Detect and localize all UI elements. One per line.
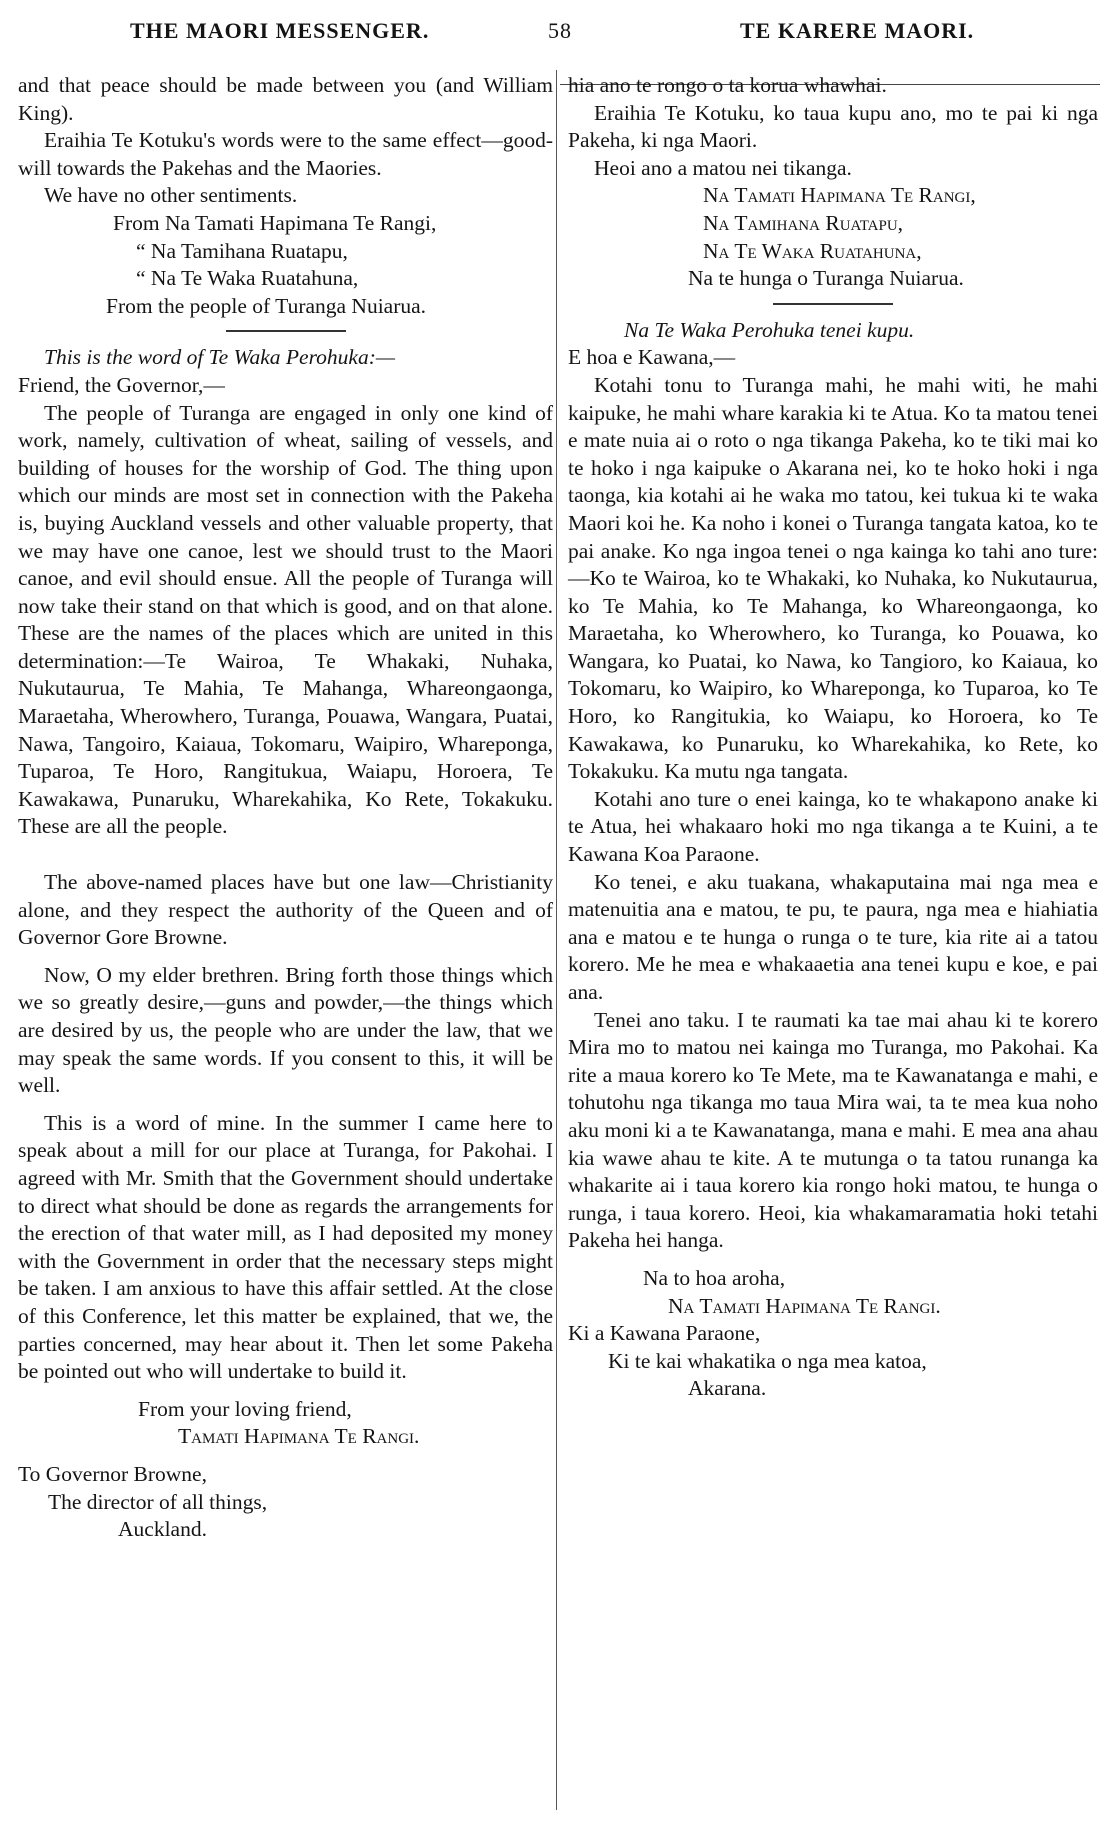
salutation: Friend, the Governor,— bbox=[18, 372, 225, 397]
address-line: The director of all things, bbox=[48, 1489, 268, 1514]
signature-line: “ Na Te Waka Ruatahuna, bbox=[136, 266, 359, 291]
address-line: To Governor Browne, bbox=[18, 1461, 207, 1486]
paragraph: Now, O my elder brethren. Bring forth those things which we so greatly desire,—guns and powder,—the things which are desired by us, the people who are under the law, that we may speak the same words. If you consent to this, it will be well. bbox=[18, 962, 553, 1098]
signature-line: From the people of Turanga Nuiarua. bbox=[106, 293, 427, 318]
english-column bbox=[18, 72, 553, 1544]
paragraph: Eraihia Te Kotuku's words were to the same effect—good-will towards the Pakehas and the Maories. bbox=[18, 128, 553, 180]
paragraph: and that peace should be made between you (and William King). bbox=[18, 73, 553, 125]
address-line: Ki a Kawana Paraone, bbox=[568, 1321, 761, 1346]
paragraph: Kotahi tonu to Turanga mahi, he mahi witi, he mahi kaipuke, he mahi whare karakia ki te Atua. Ko ta matou tenei e mate nuia ai o roto o nga tikanga Pakeha, ko te tiki mai ko te hoko i nga kaipuke o Akarana nei, ko te hoko hoki i nga taonga, kia kotahi ai he waka mo tatou, kei tukua ki te waka Maori koi he. Ka noho i konei o Turanga tangata katoa, ko te pai anake. Ko nga ingoa tenei o nga kainga ko tahi ano ture:—Ko te Wairoa, ko te Whakaki, ko Nuhaka, ko Nukutaurua, ko Te Mahia, ko Te Mahanga, ko Whareongaonga, ko Maraetaha, ko Wherowhero, ko Turanga, ko Pouawa, ko Wangara, ko Puatai, ko Nawa, ko Tangioro, ko Kaiaua, ko Tokomaru, ko Waipiro, ko Whareponga, ko Tuparoa, ko Te Horo, ko Rangitukia, ko Waiapu, ko Horoera, ko Te Kawakawa, ko Punaruku, ko Wharekahika, ko Rete, ko Tokakuku. Ka mutu nga tangata. bbox=[568, 372, 1098, 784]
signature-line: Na te hunga o Turanga Nuiarua. bbox=[688, 266, 964, 291]
signature-line: Na Tamihana Ruatapu, bbox=[703, 210, 904, 235]
address-line: Auckland. bbox=[118, 1517, 207, 1542]
signature-line: Na Tamati Hapimana Te Rangi, bbox=[703, 183, 976, 208]
paragraph: The people of Turanga are engaged in only one kind of work, namely, cultivation of wheat, sailing of vessels, and building of houses for the worship of God. The thing upon which our minds are most set in connection with the Pakeha is, buying Auckland vessels and other valuable property, that we may have one canoe, lest we should trust to the Maori canoe, and evil should ensue. All the people of Turanga will now take their stand on that which is good, and on that alone. These are the names of the places which are united in this determination:—Te Wairoa, Te Whakaki, Nuhaka, Nukutaurua, Te Mahia, Te Mahanga, Whareongaonga, Maraetaha, Wherowhero, Turanga, Pouawa, Wangara, Puatai, Nawa, Tangoiro, Kaiaua, Tokomaru, Waipiro, Whareponga, Tuparoa, Te Horo, Rangitukua, Waiapu, Horoera, Te Kawakawa, Punaruku, Wharekahika, Ko Rete, Tokakuku. These are all the people. bbox=[18, 400, 553, 839]
column-divider bbox=[556, 70, 557, 1810]
signature-block bbox=[568, 182, 1098, 292]
signature-line: From Na Tamati Hapimana Te Rangi, bbox=[113, 210, 437, 235]
signature-line: Na Te Waka Ruatahuna, bbox=[703, 238, 922, 263]
right-masthead-title: TE KARERE MAORI. bbox=[740, 18, 975, 43]
page-header bbox=[0, 0, 1114, 52]
paragraph: Kotahi ano ture o enei kainga, ko te whakapono anake ki te Atua, hei whakaaro hoki mo nga tikanga a te Kuini, a te Kawana Koa Paraone. bbox=[568, 786, 1098, 867]
page-number: 58 bbox=[548, 18, 572, 43]
spacer bbox=[568, 1255, 1098, 1265]
paragraph: Eraihia Te Kotuku, ko taua kupu ano, mo te pai ki nga Pakeha, ki nga Maori. bbox=[568, 100, 1098, 153]
left-masthead-title: THE MAORI MESSENGER. bbox=[130, 18, 430, 43]
section-heading: This is the word of Te Waka Perohuka:— bbox=[44, 345, 395, 370]
section-rule bbox=[773, 303, 893, 305]
signer-name: Na Tamati Hapimana Te Rangi. bbox=[668, 1293, 941, 1318]
paragraph: hia ano te rongo o ta korua whawhai. bbox=[568, 73, 887, 97]
spacer bbox=[18, 841, 553, 869]
closing-line: Na to hoa aroha, bbox=[643, 1265, 786, 1290]
paragraph: This is a word of mine. In the summer I came here to speak about a mill for our place at Turanga, for Pakohai. I agreed with Mr. Smith that the Government should undertake to direct what should be done as regards the arrangements for the erection of that water mill, as I had deposited my money with the Government in order that the necessary steps might be taken. I am anxious to have this affair settled. At the close of this Conference, let this matter be explained, that we, the parties concerned, may hear about it. Then let some Pakeha be pointed out who will undertake to build it. bbox=[18, 1110, 553, 1384]
paragraph: The above-named places have but one law—Christianity alone, and they respect the authority of the Queen and of Governor Gore Browne. bbox=[18, 870, 553, 950]
section-rule bbox=[226, 330, 346, 332]
spacer bbox=[18, 1100, 553, 1110]
salutation: E hoa e Kawana,— bbox=[568, 345, 736, 370]
paragraph: Heoi ano a matou nei tikanga. bbox=[594, 155, 852, 180]
address-line: Ki te kai whakatika o nga mea katoa, bbox=[608, 1348, 927, 1373]
paragraph: Ko tenei, e aku tuakana, whakaputaina mai nga mea e matenuitia ana e matou, te pu, te paura, nga mea e hiahiatia ana e matou e te hunga o runga o te ture, kia rite ai a tatou korero. Me he mea e whakaaetia ana tenei kupu e koe, e pai ana. bbox=[568, 869, 1098, 1004]
signature-line: “ Na Tamihana Ruatapu, bbox=[136, 238, 348, 263]
spacer bbox=[18, 952, 553, 962]
signature-block bbox=[18, 210, 553, 320]
closing-line: From your loving friend, bbox=[138, 1396, 352, 1421]
maori-column bbox=[568, 72, 1098, 1403]
paragraph: Tenei ano taku. I te raumati ka tae mai ahau ki te korero Mira mo to matou nei kainga mo Turanga, mo Pakohai. Ka rite a maua korero ko Te Mete, ma te Kawanatanga e mahi, e tohutohu nga tikanga mo taua Mira wai, ta te mea kua noho aku moni ki a te Kawanatanga, mana e mahi. E mea ana ahau kia wawe ahau te kite. A te mutunga o ta tatou runanga ka whakarite ai i taua korero kia rongo hoki matou, te hunga o runga, i taua korero. Heoi, kia whakamaramatia hoki tetahi Pakeha hei hanga. bbox=[568, 1007, 1098, 1253]
paragraph: We have no other sentiments. bbox=[44, 183, 298, 208]
signer-name: Tamati Hapimana Te Rangi. bbox=[178, 1424, 420, 1449]
address-line: Akarana. bbox=[688, 1376, 767, 1401]
spacer bbox=[18, 1386, 553, 1396]
section-heading: Na Te Waka Perohuka tenei kupu. bbox=[624, 317, 915, 342]
spacer bbox=[18, 1451, 553, 1461]
